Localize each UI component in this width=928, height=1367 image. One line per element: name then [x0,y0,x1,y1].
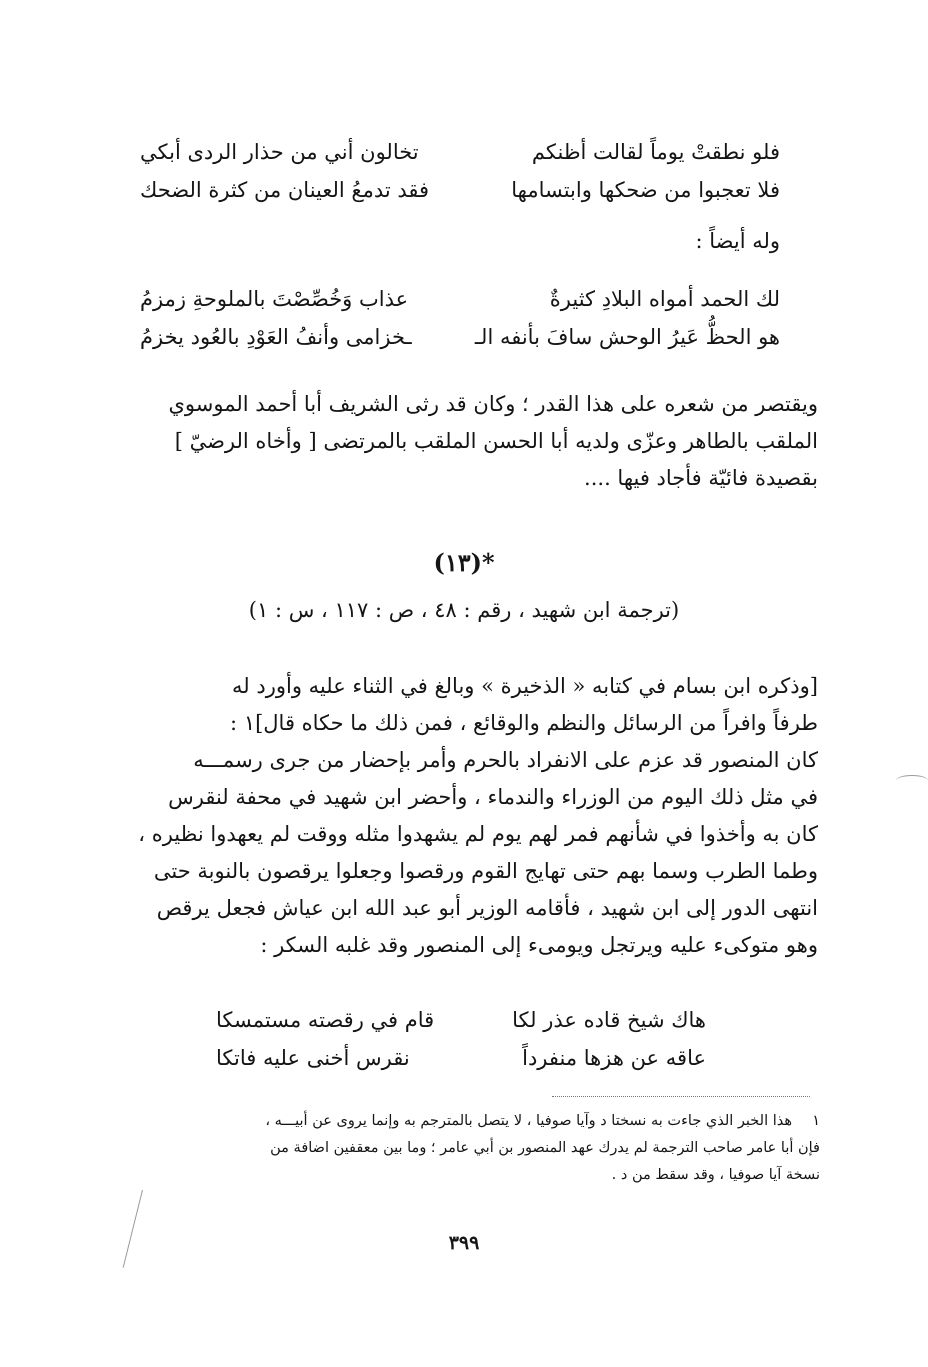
hemistich-second: تخالون أني من حذار الردى أبكي [140,140,419,164]
footnote-line: نسخة آيا صوفيا ، وقد سقط من د . [611,1167,820,1183]
text-line: بقصيدة فائيّة فأجاد فيها .... [584,466,818,490]
intro-line: وله أيضاً : [695,229,780,253]
text-line: كان به وأخذوا في شأنهم فمر لهم يوم لم يشهدوا مثله ووقت لم يعهدوا نظيره ، [138,822,818,846]
text-line: ويقتصر من شعره على هذا القدر ؛ وكان قد رثى الشريف أبا أحمد الموسوي [168,392,818,416]
hemistich-first: هاك شيخ قاده عذر لكا [512,1008,706,1032]
verse-line [140,133,780,171]
hemistich-first: فلو نطقتْ يوماً لقالت أظنكم [531,140,780,164]
verse-line [140,171,780,209]
section-reference: (ترجمة ابن شهيد ، رقم : ٤٨ ، ص : ١١٧ ، س : ١) [248,598,680,622]
text-line: انتهى الدور إلى ابن شهيد ، فأقامه الوزير أبو عبد الله ابن عياش فجعل يرقص [156,896,818,920]
hemistich-second: عذاب وَخُصِّصْتَ بالملوحةِ زمزمُ [140,287,409,311]
hemistich-first: عاقه عن هزها منفرداً [522,1046,706,1070]
text-line: الملقب بالطاهر وعزّى ولديه أبا الحسن الملقب بالمرتضى [ وأخاه الرضيّ ] [174,429,818,453]
footnote-separator [552,1096,810,1097]
verse-line [216,1039,706,1077]
scan-mark [896,775,928,786]
text-line: وطما الطرب وسما بهم حتى تهايج القوم ورقصوا وجعلوا يرقصون بالنوبة حتى [153,859,818,883]
hemistich-second: ـخزامى وأنفُ العَوْدِ بالعُود يخزمُ [140,325,412,349]
hemistich-first: فلا تعجبوا من ضحكها وابتسامها [511,178,780,202]
poem-3 [216,1001,706,1077]
poem-2 [140,280,780,356]
verse-line [140,280,780,318]
footnote-line: فإن أبا عامر صاحب الترجمة لم يدرك عهد المنصور بن أبي عامر ؛ وما بين معقفين اضافة من [270,1140,820,1156]
poem-1 [140,133,780,209]
footnote [110,1108,820,1189]
text-line: في مثل ذلك اليوم من الوزراء والندماء ، وأحضر ابن شهيد في محفة لنقرس [168,785,818,809]
hemistich-first: هو الحظُّ عَيرُ الوحش سافَ بأنفه الـ [474,325,780,349]
scan-mark [123,1190,143,1268]
text-line: وهو متوكىء عليه ويرتجل ويومىء إلى المنصور وقد غلبه السكر : [260,933,818,957]
text-line: كان المنصور قد عزم على الانفراد بالحرم وأمر بإحضار من جرى رسمـــه [193,748,818,772]
page-number: ٣٩٩ [448,1232,480,1254]
verse-line [216,1001,706,1039]
footnote-mark: ١ [812,1113,820,1129]
verse-line [140,318,780,356]
hemistich-first: لك الحمد أمواه البلادِ كثيرةٌ [549,287,780,311]
section-number: *(١٣) [433,548,495,577]
footnote-line [110,1108,820,1135]
hemistich-second: قام في رقصته مستمسكا [216,1008,435,1032]
paragraph-1 [103,386,818,497]
paragraph-2 [103,668,818,964]
footnote-text: هذا الخبر الذي جاءت به نسختا د وآيا صوفيا ، لا يتصل بالمترجم به وإنما يروى عن أبيـــه ، [265,1113,792,1129]
text-line: [وذكره ابن بسام في كتابه « الذخيرة » وبالغ في الثناء عليه وأورد له [232,674,818,698]
text-line: طرفاً وافراً من الرسائل والنظم والوقائع ، فمن ذلك ما حكاه قال]١ : [230,711,818,735]
hemistich-second: فقد تدمعُ العينان من كثرة الضحك [140,178,430,202]
hemistich-second: نقرس أخنى عليه فاتكا [216,1046,410,1070]
